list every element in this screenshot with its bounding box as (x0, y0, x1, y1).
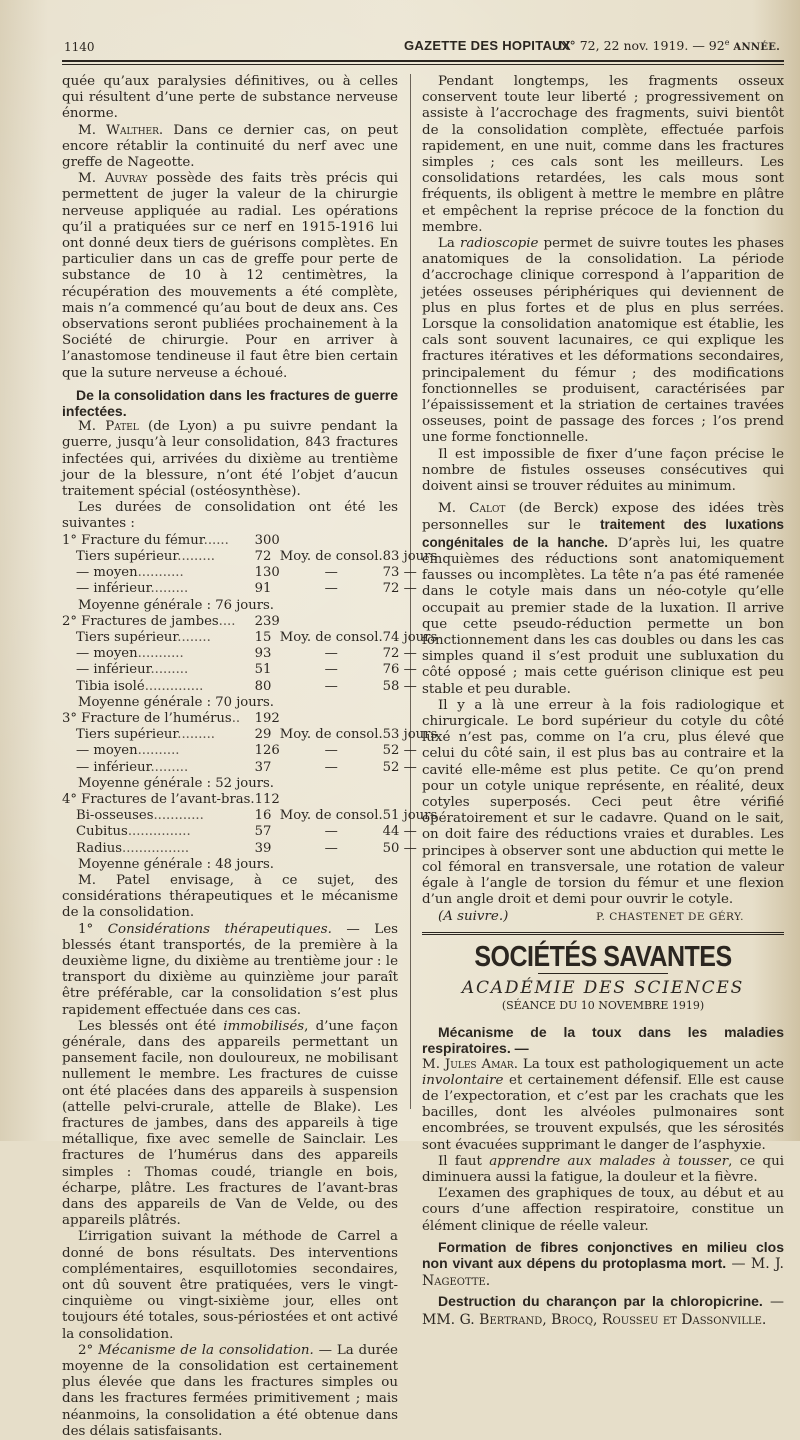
section-title: SOCIÉTÉS SAVANTES (474, 940, 732, 973)
row-label: — inférieur......... (76, 759, 189, 775)
count-cell: 51 (254, 662, 272, 678)
communication-title: Destruction du charançon par la chloropicrine. — MM. G. Bertrand, Brocq, Rousseu et Dassonville. (422, 1293, 785, 1328)
moy-cell: — (324, 565, 338, 581)
row-label: Tiers supérieur......... (76, 548, 215, 564)
header-rule-thin (62, 64, 784, 65)
row-label: — inférieur......... (76, 581, 189, 597)
average-cell: Moyenne générale : 48 jours. (78, 856, 274, 872)
table-average-row (62, 598, 437, 614)
moy-cell: Moy. de consol. (279, 629, 383, 645)
count-cell: 239 (254, 613, 280, 629)
count-cell: 91 (254, 581, 272, 597)
journal-title: GAZETTE DES HOPITAUX (404, 38, 571, 53)
table-row (62, 549, 437, 565)
table-average-row (62, 695, 437, 711)
moy-cell: — (324, 662, 338, 678)
count-cell: 300 (254, 532, 280, 548)
days-cell: 72 — (382, 581, 417, 597)
table-average-row (62, 776, 437, 792)
count-cell: 37 (254, 759, 272, 775)
count-cell: 16 (254, 808, 272, 824)
table-average-row (62, 857, 437, 873)
table-row (62, 630, 437, 646)
count-cell: 39 (254, 840, 272, 856)
count-cell: 72 (254, 548, 272, 564)
moy-cell: — (324, 824, 338, 840)
row-label: Tiers supérieur......... (76, 727, 215, 743)
row-label: Tiers supérieur........ (76, 629, 211, 645)
moy-cell (280, 792, 383, 808)
row-label: — inférieur......... (76, 662, 189, 678)
page-header (64, 38, 780, 58)
to-be-continued: (A suivre.) (438, 909, 509, 925)
section-rule (422, 932, 784, 935)
row-label: Tibia isolé.............. (76, 678, 204, 694)
table-row (62, 646, 437, 662)
average-cell: Moyenne générale : 76 jours. (78, 597, 274, 613)
paragraph: Pendant longtemps, les fragments osseux conservent toute leur liberté ; progressivement on assiste à l’accrochage des fragments, suivi bientôt de la consolidation complète, effectuée parfois rapidement, en une nuit, comme dans les fractures simples ; ces cals sont les meilleurs. Les consolidations retardées, les cals mous sont fréquents, ils obligent à mettre le membre en plâtre et empêchent la reprise précoce de la fonction du membre. (422, 74, 784, 235)
moy-cell: — (324, 678, 338, 694)
moy-cell: — (324, 759, 338, 775)
paragraph: Il faut apprendre aux malades à tousser, ce qui diminuera aussi la fatigue, la douleur et la fièvre. (422, 1153, 784, 1185)
paragraph: M. Walther. Dans ce dernier cas, on peut encore rétablir la continuité du nerf avec une greffe de Nageotte. (62, 122, 399, 171)
moy-cell (280, 711, 383, 727)
average-cell: Moyenne générale : 70 jours. (78, 694, 274, 710)
count-cell: 57 (254, 824, 272, 840)
table-row (62, 662, 437, 678)
table-row (62, 533, 437, 549)
paragraph: quée qu’aux paralysies définitives, ou à celles qui résultent d’une perte de substance nerveuse énorme. (62, 74, 398, 122)
table-row (62, 824, 437, 840)
left-column (62, 74, 438, 1440)
row-label: Cubitus............... (76, 824, 191, 840)
author-signature: P. CHASTENET DE GÉRY. (596, 911, 744, 924)
paragraph: 2° Mécanisme de la consolidation. — La durée moyenne de la consolidation est certainement plus élevée que dans les fractures simples ou dans les fractures fermées primitivement ; mais néanmoins, la consolidation a été obtenue dans des délais satisfaisants. (62, 1342, 398, 1439)
days-cell: 50 — (382, 840, 417, 856)
paragraph: 1° Considérations thérapeutiques. — Les blessés étant transportés, de la première à la deuxième ligne, du dixième au trentième jour : le transport du dixième au quinzième jour paraît être préférable, car la consolidation s’est plus rapidement effectuée dans ces cas. (62, 921, 398, 1018)
row-label: 4° Fractures de l’avant-bras. (62, 791, 255, 807)
moy-cell: — (324, 581, 338, 597)
moy-cell: Moy. de consol. (279, 548, 383, 564)
communication-title: Formation de fibres conjonctives en milieu clos non vivant aux dépens du protoplasma mort. — M. J. Nageotte. (422, 1238, 784, 1290)
paragraph: M. Jules Amar. La toux est pathologiquement un acte involontaire et certainement défensif. Elle est cause de l’expectoration, et c’est par les crachats que les bacilles, dont les alvéoles pulmonaires sont encombrées, se trouvent expulsés, que les sérosités sont évacuées supprimant le danger de l’asphyxie. (422, 1056, 784, 1153)
moy-cell: — (324, 646, 338, 662)
row-label: — moyen.......... (76, 743, 180, 759)
days-cell: 83 jours (382, 548, 438, 564)
moy-cell: — (324, 743, 338, 759)
count-cell: 192 (254, 710, 280, 726)
row-label: 2° Fractures de jambes.... (62, 613, 236, 629)
paragraph: M. Auvray possède des faits très précis qui permettent de juger la valeur de la chirurgie nerveuse appliquée au radial. Les opérations qu’il a pratiquées sur ce nerf en 1915-1916 lui ont donné deux tiers de guérisons complètes. En particulier dans un cas de greffe pour perte de substance de 10 à 12 centimètres, la récupération des mouvements a été complète, mais n’a commencé qu’au bout de deux ans. Ces observations seront publiées prochainement à la Société de chirurgie. Pour en arriver à l’anastomose tendineuse il faut être bien certain que la suture nerveuse a échoué. (62, 171, 398, 381)
table-row (62, 792, 437, 808)
count-cell: 112 (254, 791, 280, 807)
count-cell: 126 (254, 743, 280, 759)
days-cell: 52 — (382, 743, 417, 759)
table-row (62, 565, 437, 581)
table-row (62, 679, 437, 695)
table-row (62, 727, 437, 743)
row-label: Bi-osseuses............ (76, 808, 204, 824)
row-label: — moyen........... (76, 565, 184, 581)
days-cell: 51 jours (382, 808, 438, 824)
moy-cell (280, 533, 383, 549)
average-cell: Moyenne générale : 52 jours. (78, 775, 274, 791)
table-row (62, 808, 437, 824)
count-cell: 15 (254, 629, 272, 645)
table-row (62, 614, 437, 630)
days-cell: 44 — (382, 824, 417, 840)
paragraph: Il est impossible de fixer d’une façon précise le nombre de fistules osseuses consécutives qui doivent ainsi se trouver réduites au minimum. (422, 446, 784, 495)
days-cell: 74 jours (382, 629, 438, 645)
moy-cell (280, 614, 383, 630)
moy-cell: Moy. de consol. (279, 808, 383, 824)
paragraph: La radioscopie permet de suivre toutes les phases anatomiques de la consolidation. La période d’accrochage clinique correspond à l’apparition de jetées osseuses périphériques qui deviennent de plus en plus fortes et de plus en plus serrées. Lorsque la consolidation anatomique est établie, les cals sont souvent lacunaires, ce qui explique les fractures itératives et les déformations secondaires, principalement du fémur ; des modifications fonctionnelles se produisent, caractérisées par l’épaississement et la striation de certaines travées osseuses, point de passage des forces ; l’os prend une forme fonctionnelle. (422, 236, 784, 446)
paragraph: M. Calot (de Berck) expose des idées très personnelles sur le traitement des luxations congénitales de la hanche. D’après lui, les quatre cinquièmes des réductions sont anatomiquement fausses ou incomplètes. La tête n’a pas été ramenée dans le cotyle mais dans un néo-cotyle qu’elle occupait au premier stade de la luxation. Il arrive que cette pseudo-réduction permette un bon fonctionnement dans les cas doubles ou dans les cas simples quand il s’est produit une subluxation du côté opposé ; mais cette guérison clinique est peu stable et peu durable. (422, 501, 784, 697)
consolidation-table (62, 533, 437, 873)
row-label: Radius................ (76, 840, 190, 856)
table-row (62, 841, 437, 857)
moy-cell: Moy. de consol. (279, 727, 383, 743)
count-cell: 29 (254, 727, 272, 743)
table-row (62, 711, 437, 727)
row-label: 3° Fracture de l’humérus.. (62, 710, 241, 726)
section-heading: De la consolidation dans les fractures de guerre infectées. (62, 386, 398, 420)
session-date: (SÉANCE DU 10 NOVEMBRE 1919) (501, 998, 705, 1012)
days-cell: 58 — (382, 678, 417, 694)
table-row (62, 743, 437, 759)
count-cell: 130 (254, 565, 280, 581)
paragraph: L’examen des graphiques de toux, au début et au cours d’une affection respiratoire, constitue un élément clinique de réelle valeur. (422, 1186, 784, 1234)
issue-date: N° 72, 22 nov. 1919. — 92e ANNÉE. (558, 38, 780, 54)
row-label: — moyen........... (76, 646, 184, 662)
table-row (62, 581, 437, 597)
paragraph: L’irrigation suivant la méthode de Carrel a donné de bons résultats. Des interventions complémentaires, esquillotomies secondaires, ont dû souvent être pratiquées, vers le vingt-cinquième ou vingt-sixième jour, elles ont toujours été totales, sous-périostées et ont activé la consolidation. (62, 1229, 398, 1342)
academy-title: ACADÉMIE DES SCIENCES (461, 977, 745, 998)
header-rule (62, 60, 784, 62)
days-cell: 52 — (382, 759, 417, 775)
paragraph: M. Patel (de Lyon) a pu suivre pendant la guerre, jusqu’à leur consolidation, 843 fractures infectées qui, arrivées du dixième au trentième jour de la blessure, n’ont été l’objet d’aucun traitement spécial (ostéosynthèse). (62, 419, 398, 500)
count-cell: 80 (254, 678, 272, 694)
right-column (422, 74, 784, 1328)
moy-cell: — (324, 840, 338, 856)
days-cell: 73 — (382, 565, 417, 581)
paragraph: Les durées de consolidation ont été les suivantes : (62, 500, 398, 532)
table-row (62, 760, 437, 776)
communication-title: Mécanisme de la toux dans les maladies respiratoires. — (422, 1024, 784, 1057)
page-number: 1140 (64, 40, 95, 54)
days-cell: 53 jours (382, 727, 438, 743)
paragraph: Les blessés ont été immobilisés, d’une façon générale, dans des appareils permettant un pansement facile, non douloureux, ne mobilisant nullement le membre. Les fractures de cuisse ont été placées dans des appareils à suspension (attelle pelvi-crurale, attelle de Blake). Les fractures de jambes, dans des appareils à tige métallique, fixe avec semelle de Sainclair. Les fractures de l’humérus dans des appareils simples : Thomas coudé, triangle en bois, écharpe, plâtre. Les fractures de l’avant-bras dans des appareils de Van de Velde, ou des appareils plâtrés. (62, 1018, 398, 1229)
days-cell: 76 — (382, 662, 417, 678)
days-cell: 72 — (382, 646, 417, 662)
paragraph: Il y a là une erreur à la fois radiologique et chirurgicale. Le bord supérieur du cotyle du côté luxé n’est pas, comme on l’a cru, plus élevé que celui du côté sain, il est plus bas au contraire et la cavité elle-même est plus petite. Ce qu’on prend pour un cotyle unique représente, en réalité, deux cotyles superposés. Ceci peut être vérifié opératoirement et sur le cadavre. Quand on le sait, on doit faire des réductions vraies et durables. Les principes à observer sont une abduction qui mette le col fémoral en transversale, une rotation de valeur égale à l’angle de torsion du fémur et une flexion d’un angle droit et demi pour ouvrir le cotyle. (422, 697, 784, 908)
paragraph: M. Patel envisage, à ce sujet, des considérations thérapeutiques et le mécanisme de la consolidation. (62, 872, 398, 921)
count-cell: 93 (254, 646, 272, 662)
row-label: 1° Fracture du fémur...... (62, 532, 229, 548)
article-footer (422, 909, 784, 925)
